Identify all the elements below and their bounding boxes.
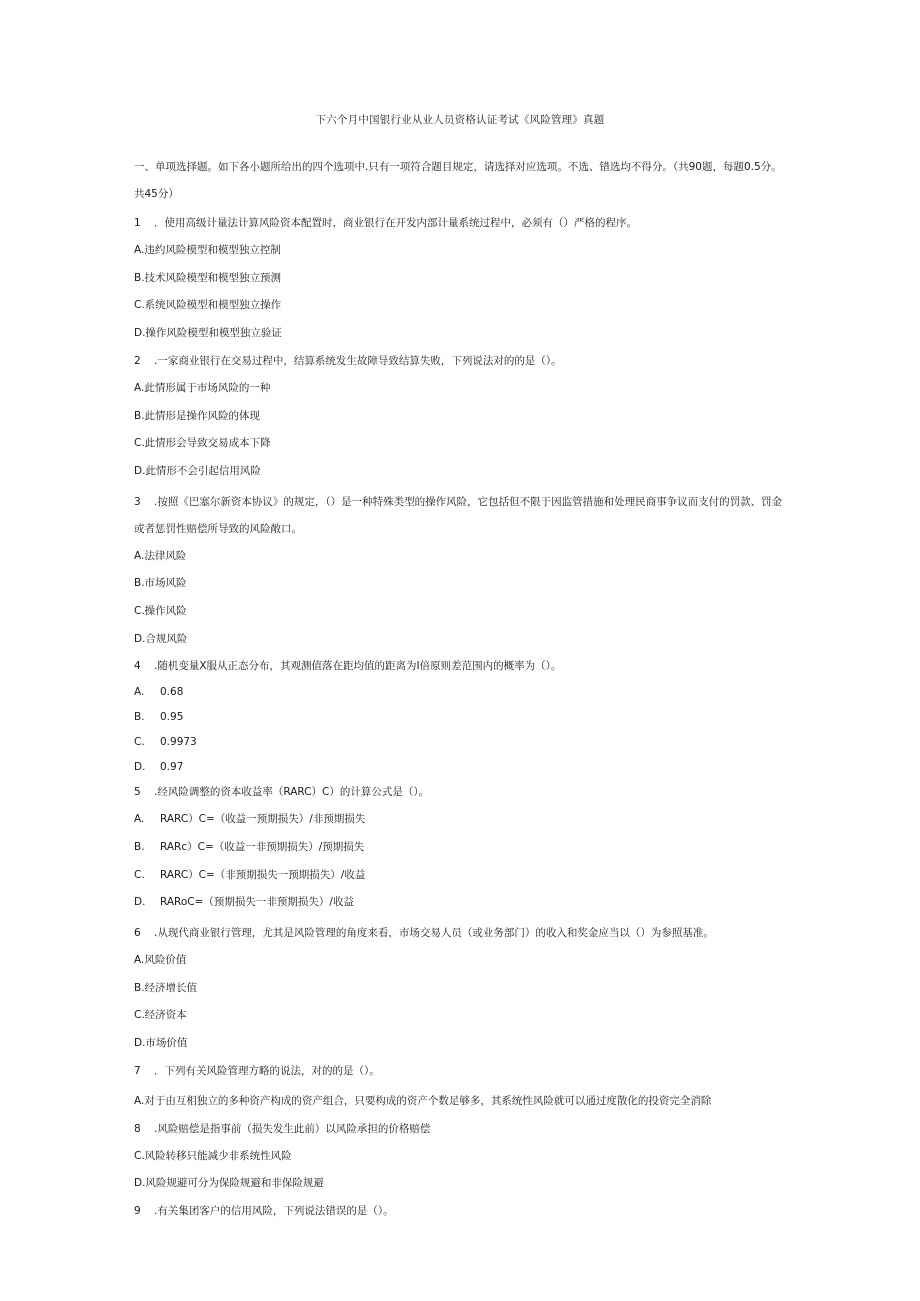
option-value: 0.95 [160, 711, 184, 724]
option-value: 0.68 [160, 686, 184, 699]
option-d [134, 755, 784, 780]
option-a [134, 806, 784, 834]
option-b [134, 834, 784, 862]
option-c: C.经济资本 [134, 1009, 187, 1022]
question-6 [134, 920, 784, 1058]
option-c: C.操作风险 [134, 605, 187, 618]
option-d: D.此情形不会引起信用风险 [134, 464, 261, 477]
option-c: C.此情形会导致交易成本下降 [134, 437, 271, 450]
question-text: ．下列有关风险管理方略的说法，对的的是（）。 [154, 1064, 380, 1077]
option-c [134, 730, 784, 755]
option-c [134, 862, 784, 890]
question-2 [134, 348, 784, 486]
question-text: .一家商业银行在交易过程中，结算系统发生故障导致结算失败，下列说法对的的是（）。 [154, 354, 562, 367]
option-d: D.市场价值 [134, 1037, 188, 1050]
option-b [134, 705, 784, 730]
option-value: RARc）C=（收益一非预期损失）/预期损失 [160, 840, 365, 853]
question-text: .经风险调整的资本收益率（RARC）C）的计算公式是（）。 [154, 786, 430, 799]
option-value: RARoC=（预期损失一非预期损失）/收益 [160, 896, 354, 909]
option-label: A. [134, 813, 145, 826]
option-label: C. [134, 868, 145, 881]
question-text: .风险赔偿是指事前（损失发生此前）以风险承担的价格赔偿 [154, 1122, 431, 1135]
question-5 [134, 779, 784, 917]
document-body [134, 154, 784, 1225]
option-b: B.经济增长值 [134, 981, 198, 994]
question-7 [134, 1058, 784, 1116]
option-label: D. [134, 760, 146, 773]
question-number: 3 [134, 495, 141, 508]
option-value: RARC）C=（收益一预期损失）/非预期损失 [160, 813, 366, 826]
option-a: A.风险价值 [134, 954, 187, 967]
section-intro: 一、单项选择题。如下各小题所给出的四个选项中.只有一项符合题目规定，请选择对应选项。不选、错选均不得分。（共90题，每题0.5分。共45分） [134, 161, 782, 200]
option-d [134, 889, 784, 917]
option-a [134, 680, 784, 705]
option-a: A.违约风险模型和模型独立控制 [134, 244, 281, 256]
option-d: D.风险规避可分为保险规避和非保险规避 [134, 1177, 324, 1190]
question-text: ．使用高级计量法计算风险资本配置时，商业银行在开发内部计量系统过程中，必须有（）严格的程序。 [154, 217, 637, 229]
question-number: 9 [134, 1204, 141, 1217]
page-title: 下六个月中国银行业从业人员资格认证考试《风险管理》真题 [315, 114, 605, 126]
option-b: B.此情形是操作风险的体现 [134, 409, 261, 422]
question-4 [134, 653, 784, 779]
question-8 [134, 1116, 784, 1198]
question-3 [134, 489, 784, 654]
option-value: 0.9973 [160, 735, 197, 748]
option-c: C.风险转移只能减少非系统性风险 [134, 1149, 292, 1162]
option-a: A.对于由互相独立的多种资产构成的资产组合，只要构成的资产个数足够多，其系统性风险就可以通过度散化的投资完全消除 [134, 1094, 712, 1107]
question-9 [134, 1198, 784, 1225]
question-number: 4 [134, 660, 141, 673]
option-label: A. [134, 686, 145, 699]
question-text: .有关集团客户的信用风险，下列说法错误的是（）。 [154, 1204, 394, 1217]
question-text: .按照《巴塞尔新资本协议》的规定，（）是一种特殊类型的操作风险，它包括但不限于因监管措施和处理民商事争议而支付的罚款、罚金或者惩罚性赔偿所导致的风险敞口。 [134, 495, 783, 535]
question-text: .从现代商业银行管理，尤其是风险管理的角度来看，市场交易人员（或业务部门）的收入和奖金应当以（）为参照基准。 [154, 927, 714, 940]
question-1 [134, 210, 784, 348]
question-number: 7 [134, 1064, 141, 1077]
question-number: 6 [134, 927, 141, 940]
option-a: A.法律风险 [134, 549, 187, 562]
question-number: 2 [134, 354, 141, 367]
option-label: B. [134, 711, 145, 724]
option-d: D.合规风险 [134, 632, 188, 645]
question-text: .随机变量X服从正态分布，其观测值落在距均值的距离为I倍原则差范围内的概率为（）。 [154, 660, 562, 673]
option-label: B. [134, 840, 145, 853]
option-value: 0.97 [160, 760, 184, 773]
option-value: RARC）C=（非预期损失一预期损失）/收益 [160, 868, 366, 881]
option-c: C.系统风险模型和模型独立操作 [134, 299, 282, 312]
option-d: D.操作风险模型和模型独立验证 [134, 327, 282, 340]
option-label: C. [134, 735, 145, 748]
option-b: B.技术风险模型和模型独立预测 [134, 271, 282, 284]
option-label: D. [134, 896, 146, 909]
option-a: A.此情形属于市场风险的一种 [134, 381, 271, 394]
question-number: 5 [134, 786, 141, 799]
question-number: 1 [134, 217, 141, 229]
question-number: 8 [134, 1122, 141, 1135]
option-b: B.市场风险 [134, 577, 187, 590]
